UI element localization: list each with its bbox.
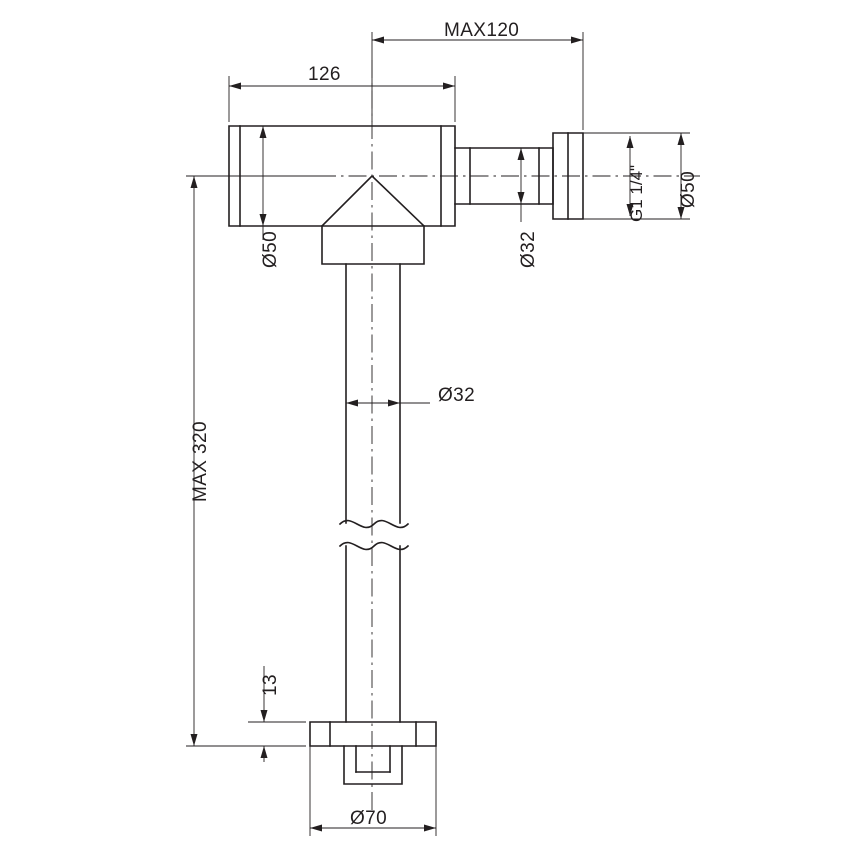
dimension-13 <box>248 666 306 762</box>
dimension-label-d70: Ø70 <box>350 808 388 829</box>
dimension-d32-pipe <box>346 385 475 407</box>
dimension-label-d50-left: Ø50 <box>260 230 281 268</box>
dimension-d70 <box>310 746 436 836</box>
dimension-label-max120: MAX120 <box>444 20 520 41</box>
dimension-label-max320: MAX 320 <box>190 421 211 502</box>
dimension-label-13: 13 <box>260 674 281 696</box>
dimension-label-d32-pipe: Ø32 <box>438 385 476 406</box>
center-lines <box>196 60 700 812</box>
dimension-max320 <box>186 176 320 746</box>
dimension-126 <box>229 64 455 122</box>
dimension-max120 <box>372 20 583 130</box>
dimension-label-d32-upper: Ø32 <box>518 230 539 268</box>
dimension-label-thread: G1 1/4" <box>627 164 646 222</box>
dimension-label-126: 126 <box>308 64 341 85</box>
valve-body-outline <box>229 126 583 784</box>
dimension-d32-upper <box>518 148 540 268</box>
dimension-thread <box>627 136 647 222</box>
dimension-label-d50-right: Ø50 <box>678 170 699 208</box>
dimension-d50-left <box>260 126 282 268</box>
